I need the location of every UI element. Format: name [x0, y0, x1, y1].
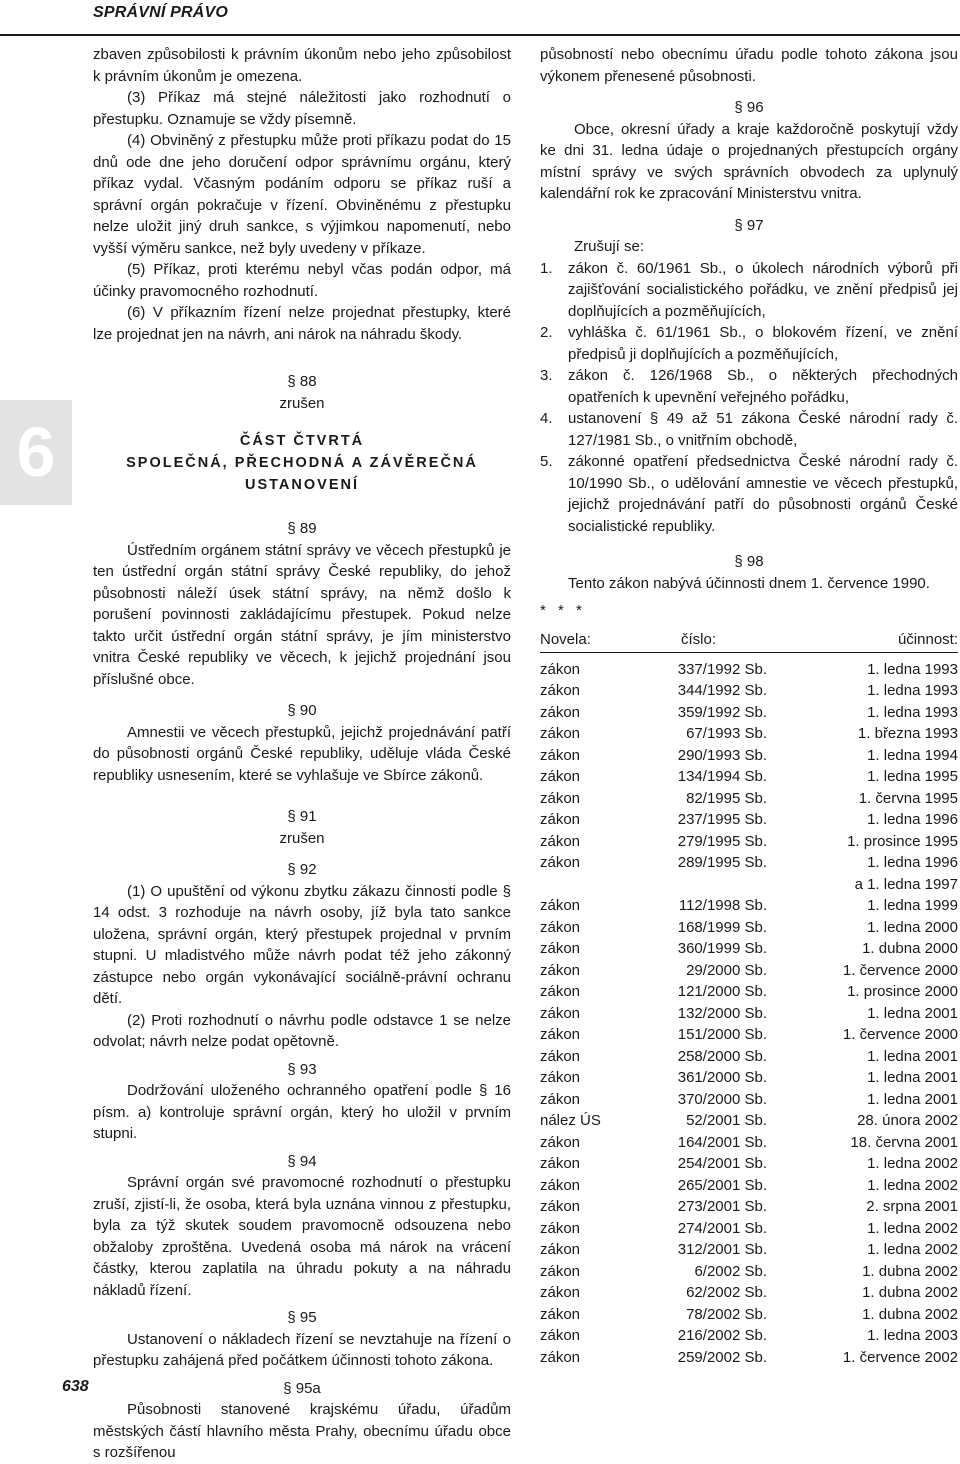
cell-type: zákon [540, 983, 581, 1000]
table-row [540, 1024, 958, 1046]
cell-number: 279/1995 Sb. [677, 832, 767, 850]
cell-type: zákon [540, 918, 581, 936]
cell-effective: 1. června 1995 [858, 789, 958, 807]
list-item: 2. vyhláška č. 61/1961 Sb., o blokovém řízení, ve znění předpisů ji doplňujících a pozměňujících, [540, 324, 958, 363]
table-row [540, 1304, 958, 1326]
table-row [540, 1325, 958, 1347]
table-row [540, 766, 958, 788]
cell-effective: 1. ledna 2002 [867, 1241, 958, 1258]
cell-effective: 1. ledna 2001 [867, 1004, 958, 1022]
section-title: SPRÁVNÍ PRÁVO [93, 4, 229, 21]
section-text: zrušen [279, 829, 325, 847]
cell-effective: 2. srpna 2001 [866, 1198, 958, 1215]
cell-effective: 1. ledna 2001 [867, 1069, 958, 1086]
table-row [540, 659, 958, 681]
cell-type: zákon [540, 1327, 581, 1344]
cell-number: 273/2001 Sb. [677, 1198, 767, 1215]
section-heading: § 94 [287, 1152, 317, 1170]
cell-type: zákon [540, 768, 581, 785]
cell-type: nález ÚS [540, 1112, 601, 1129]
cell-number [630, 874, 767, 896]
section-heading: § 96 [734, 99, 764, 116]
cell-effective: 1. ledna 1995 [867, 768, 958, 785]
part-heading: SPOLEČNÁ, PŘECHODNÁ A ZÁVĚREČNÁ [126, 455, 478, 471]
cell-number: 237/1995 Sb. [677, 811, 767, 828]
table-row [540, 723, 958, 745]
amendments-body [540, 652, 958, 1368]
table-row [540, 1046, 958, 1068]
section-heading: § 92 [287, 861, 317, 878]
cell-type: zákon [540, 1198, 581, 1215]
page-header [0, 0, 960, 37]
cell-type: zákon [540, 703, 581, 721]
cell-type: zákon [540, 1155, 581, 1172]
cell-effective: 1. ledna 1999 [867, 897, 958, 914]
table-row [540, 788, 958, 810]
section-text: Amnestii ve věcech přestupků, jejichž projednávání patří do působnosti orgánů České republiky, uděluje vláda České republiky usnesením, které se vyhlašuje ve Sbírce zákonů. [93, 723, 511, 784]
cell-effective: 1. ledna 2000 [867, 918, 958, 936]
cell-number: 151/2000 Sb. [677, 1026, 767, 1043]
section-heading: § 89 [287, 520, 317, 537]
list-item: 1. zákon č. 60/1961 Sb., o úkolech národních výborů při zajišťování socialistického pořádku, ve znění předpisů jej doplňujících a pozměňujících, [540, 259, 958, 320]
cell-effective: 1. dubna 2002 [862, 1284, 958, 1301]
cell-number: 258/2000 Sb. [677, 1047, 767, 1065]
cell-number: 289/1995 Sb. [677, 854, 767, 871]
table-row [540, 938, 958, 960]
cell-type: zákon [540, 660, 581, 678]
cell-type [540, 874, 630, 896]
cell-effective: 1. prosince 1995 [847, 832, 958, 850]
cell-effective: 1. ledna 1993 [867, 682, 958, 699]
cell-effective: 28. února 2002 [857, 1112, 958, 1129]
cell-effective: 1. ledna 1993 [867, 703, 958, 721]
cell-type: zákon [540, 1219, 581, 1237]
section-heading: § 90 [287, 702, 317, 719]
table-row [540, 960, 958, 982]
cell-type: zákon [540, 854, 581, 871]
list-item: 5. zákonné opatření předsednictva České národní rady č. 10/1990 Sb., o udělování amnestie ve věcech přestupků, jejichž projednávání patří do působnosti orgánů České socialistické republiky. [540, 453, 958, 535]
cell-type: zákon [540, 1284, 581, 1301]
cell-number: 265/2001 Sb. [677, 1176, 767, 1194]
paragraph: působností nebo obecnímu úřadu podle tohoto zákona jsou výkonem přenesené působnosti. [540, 46, 958, 85]
table-row [540, 917, 958, 939]
section-text: Zrušují se: [574, 238, 645, 255]
cell-type: zákon [540, 832, 581, 850]
paragraph: (3) Příkaz má stejné náležitosti jako rozhodnutí o přestupku. Oznamuje se vždy písemně. [93, 89, 511, 128]
section-text: Dodržování uloženého ochranného opatření podle § 16 písm. a) kontroluje správní orgán, který ho uložil v prvním stupni. [93, 1082, 511, 1142]
right-column [540, 44, 958, 1368]
table-row [540, 1196, 958, 1218]
left-column [93, 44, 511, 1464]
page-number: 638 [62, 1378, 89, 1395]
table-row [540, 1089, 958, 1111]
section-text: Ustanovení o nákladech řízení se nevztahuje na řízení o přestupku zahájená před počátkem účinnosti tohoto zákona. [93, 1330, 511, 1369]
section-text: (2) Proti rozhodnutí o návrhu podle odstavce 1 se nelze odvolat; návrh nelze podat opětovně. [93, 1011, 511, 1050]
section-heading: § 91 [287, 808, 317, 825]
cell-number: 78/2002 Sb. [686, 1305, 767, 1323]
cell-number: 216/2002 Sb. [677, 1327, 767, 1344]
cell-number: 134/1994 Sb. [677, 768, 767, 785]
cell-type: zákon [540, 682, 581, 699]
cell-number: 274/2001 Sb. [677, 1219, 767, 1237]
paragraph: zbaven způsobilosti k právním úkonům nebo jeho způsobilost k právním úkonům je omezena. [93, 46, 511, 85]
table-row [540, 702, 958, 724]
cell-number: 360/1999 Sb. [677, 940, 767, 957]
cell-number: 67/1993 Sb. [686, 725, 767, 742]
cell-number: 254/2001 Sb. [677, 1155, 767, 1172]
col-header-cislo: číslo: [630, 628, 767, 653]
cell-number: 52/2001 Sb. [686, 1112, 767, 1129]
section-heading: § 97 [734, 216, 764, 234]
cell-number: 82/1995 Sb. [686, 789, 767, 807]
cell-effective: 1. ledna 2002 [867, 1219, 958, 1237]
cell-type: zákon [540, 1133, 581, 1151]
cell-type: zákon [540, 811, 581, 828]
table-row [540, 1261, 958, 1283]
cell-effective: 1. ledna 1996 [867, 811, 958, 828]
table-row [540, 745, 958, 767]
cell-effective: 18. června 2001 [850, 1133, 958, 1151]
col-header-ucinnost: účinnost: [767, 628, 958, 653]
cell-number: 370/2000 Sb. [677, 1090, 767, 1108]
section-text: zrušen [279, 394, 325, 412]
sidebar [0, 37, 85, 1399]
cell-type: zákon [540, 1305, 581, 1323]
cell-effective: 1. července 2000 [842, 961, 958, 979]
section-text: Ústředním orgánem státní správy ve věcech přestupků je ten ústřední orgán státní správy České republiky, do jehož působnosti náleží úsek státní správy, na němž došlo k porušení povinnosti zakládajícímu přestupek. Pokud nelze takto určit ústřední orgán státní správy, je jím ministerstvo vnitra České republiky ve věcech, k jejichž projednání jsou příslušné obce. [93, 541, 511, 688]
cell-number: 359/1992 Sb. [677, 703, 767, 721]
section-heading: § 88 [287, 373, 317, 390]
cell-number: 29/2000 Sb. [686, 961, 767, 979]
section-text: Působnosti stanovené krajskému úřadu, úřadům městských částí hlavního města Prahy, obecnímu úřadu obce s rozšířenou [93, 1401, 511, 1461]
section-heading: § 93 [287, 1060, 317, 1078]
cell-type: zákon [540, 746, 581, 764]
cell-effective: 1. dubna 2000 [862, 940, 958, 957]
table-row [540, 1067, 958, 1089]
section-text: Tento zákon nabývá účinnosti dnem 1. července 1990. [568, 574, 930, 592]
table-row [540, 1282, 958, 1304]
table-row [540, 1218, 958, 1240]
table-row [540, 831, 958, 853]
paragraph: (4) Obviněný z přestupku může proti příkazu podat do 15 dnů ode dne jeho doručení odpor správnímu orgánu, který příkaz vydal. Včasným podáním odporu se příkaz ruší a správní orgán pokračuje v řízení. Obviněnému z přestupku nelze uložit jiný druh sankce, s výjimkou napomenutí, nebo vyšší výměru sankce, než byly uvedeny v příkaze. [93, 132, 511, 257]
table-row [540, 852, 958, 874]
section-text: Obce, okresní úřady a kraje každoročně poskytují vždy ke dni 31. ledna údaje o projednaných přestupcích orgány místní správy ve svých správních obvodech za uplynulý kalendářní rok ke zpracování Ministerstvu vnitra. [540, 120, 958, 202]
cell-effective: 1. ledna 1993 [867, 660, 958, 678]
cell-effective: 1. ledna 2001 [867, 1047, 958, 1065]
cell-effective: 1. ledna 1996 [867, 854, 958, 871]
cell-type: zákon [540, 897, 581, 914]
cell-number: 312/2001 Sb. [677, 1241, 767, 1258]
repeal-list [540, 258, 958, 538]
table-row [540, 1347, 958, 1369]
cell-type: zákon [540, 1090, 581, 1108]
cell-type: zákon [540, 940, 581, 957]
list-item: 3. zákon č. 126/1968 Sb., o některých přechodných opatřeních k upevnění veřejného pořádku, [540, 367, 958, 406]
chapter-number: 6 [16, 413, 56, 491]
cell-type: zákon [540, 1047, 581, 1065]
cell-effective: 1. dubna 2002 [862, 1262, 958, 1280]
table-header-row [540, 628, 958, 653]
section-text: Správní orgán své pravomocné rozhodnutí o přestupku zruší, zjistí-li, že osoba, která byla uznána vinnou z přestupku, byla za týž skutek soudem pravomocně odsouzena nebo obžaloby zproštěna. Uvedená osoba má nárok na vrácení částky, kterou zaplatila na úhradu pokuty a na náhradu nákladů řízení. [93, 1174, 511, 1299]
cell-number: 361/2000 Sb. [677, 1069, 767, 1086]
cell-effective: 1. ledna 2002 [867, 1155, 958, 1172]
cell-type: zákon [540, 789, 581, 807]
cell-effective: 1. ledna 2002 [867, 1176, 958, 1194]
header-rule [0, 34, 960, 36]
section-heading: § 95a [283, 1379, 321, 1397]
separator-stars: * * * [540, 602, 586, 619]
cell-type: zákon [540, 1026, 581, 1043]
cell-type: zákon [540, 1262, 581, 1280]
chapter-tab [0, 400, 72, 505]
table-row [540, 1175, 958, 1197]
col-header-novela: Novela: [540, 628, 630, 653]
section-heading: § 95 [287, 1309, 317, 1326]
cell-type: zákon [540, 1348, 581, 1366]
cell-effective: 1. ledna 2001 [867, 1090, 958, 1108]
list-item: 4. ustanovení § 49 až 51 zákona České národní rady č. 127/1981 Sb., o vnitřním obchodě, [540, 410, 958, 449]
cell-number: 62/2002 Sb. [686, 1284, 767, 1301]
cell-number: 168/1999 Sb. [677, 918, 767, 936]
paragraph: (6) V příkazním řízení nelze projednat přestupky, které lze projednat jen na návrh, ani nárok na náhradu škody. [93, 304, 511, 343]
cell-number: 259/2002 Sb. [677, 1348, 767, 1366]
part-heading: USTANOVENÍ [245, 477, 359, 493]
cell-effective: 1. července 2002 [842, 1348, 958, 1366]
cell-type: zákon [540, 1069, 581, 1086]
cell-effective: 1. ledna 2003 [867, 1327, 958, 1344]
part-heading: ČÁST ČTVRTÁ [239, 433, 365, 449]
section-text: (1) O upuštění od výkonu zbytku zákazu činnosti podle § 14 odst. 3 rozhoduje na návrh osoby, jíž byla tato sankce uložena, správní orgán, který přestupek projednal v prvním stupni. U mladistvého může návrh podat též jeho zákonný zástupce nebo orgán vykonávající sociálně-právní ochranu dětí. [93, 882, 511, 1007]
cell-number: 121/2000 Sb. [677, 983, 767, 1000]
cell-number: 6/2002 Sb. [694, 1262, 767, 1280]
cell-type: zákon [540, 961, 581, 979]
table-row [540, 1132, 958, 1154]
table-row [540, 874, 958, 896]
cell-effective: 1. prosince 2000 [847, 983, 958, 1000]
table-row [540, 895, 958, 917]
table-row [540, 809, 958, 831]
amendments-table [540, 628, 958, 1369]
table-row [540, 1110, 958, 1132]
cell-number: 132/2000 Sb. [677, 1004, 767, 1022]
cell-effective: 1. července 2000 [842, 1026, 958, 1043]
cell-effective: a 1. ledna 1997 [854, 875, 958, 893]
table-row [540, 1003, 958, 1025]
section-heading: § 98 [734, 553, 764, 570]
cell-effective: 1. ledna 1994 [867, 746, 958, 764]
cell-type: zákon [540, 725, 581, 742]
cell-effective: 1. dubna 2002 [862, 1305, 958, 1323]
cell-number: 164/2001 Sb. [677, 1133, 767, 1151]
cell-number: 337/1992 Sb. [677, 660, 767, 678]
cell-number: 290/1993 Sb. [677, 746, 767, 764]
cell-number: 344/1992 Sb. [677, 682, 767, 699]
cell-effective: 1. března 1993 [857, 725, 958, 742]
table-row [540, 1239, 958, 1261]
paragraph: (5) Příkaz, proti kterému nebyl včas podán odpor, má účinky pravomocného rozhodnutí. [93, 261, 511, 300]
cell-type: zákon [540, 1176, 581, 1194]
cell-number: 112/1998 Sb. [678, 897, 767, 914]
table-row [540, 1153, 958, 1175]
cell-type: zákon [540, 1241, 581, 1258]
table-row [540, 981, 958, 1003]
table-row [540, 680, 958, 702]
cell-type: zákon [540, 1004, 581, 1022]
